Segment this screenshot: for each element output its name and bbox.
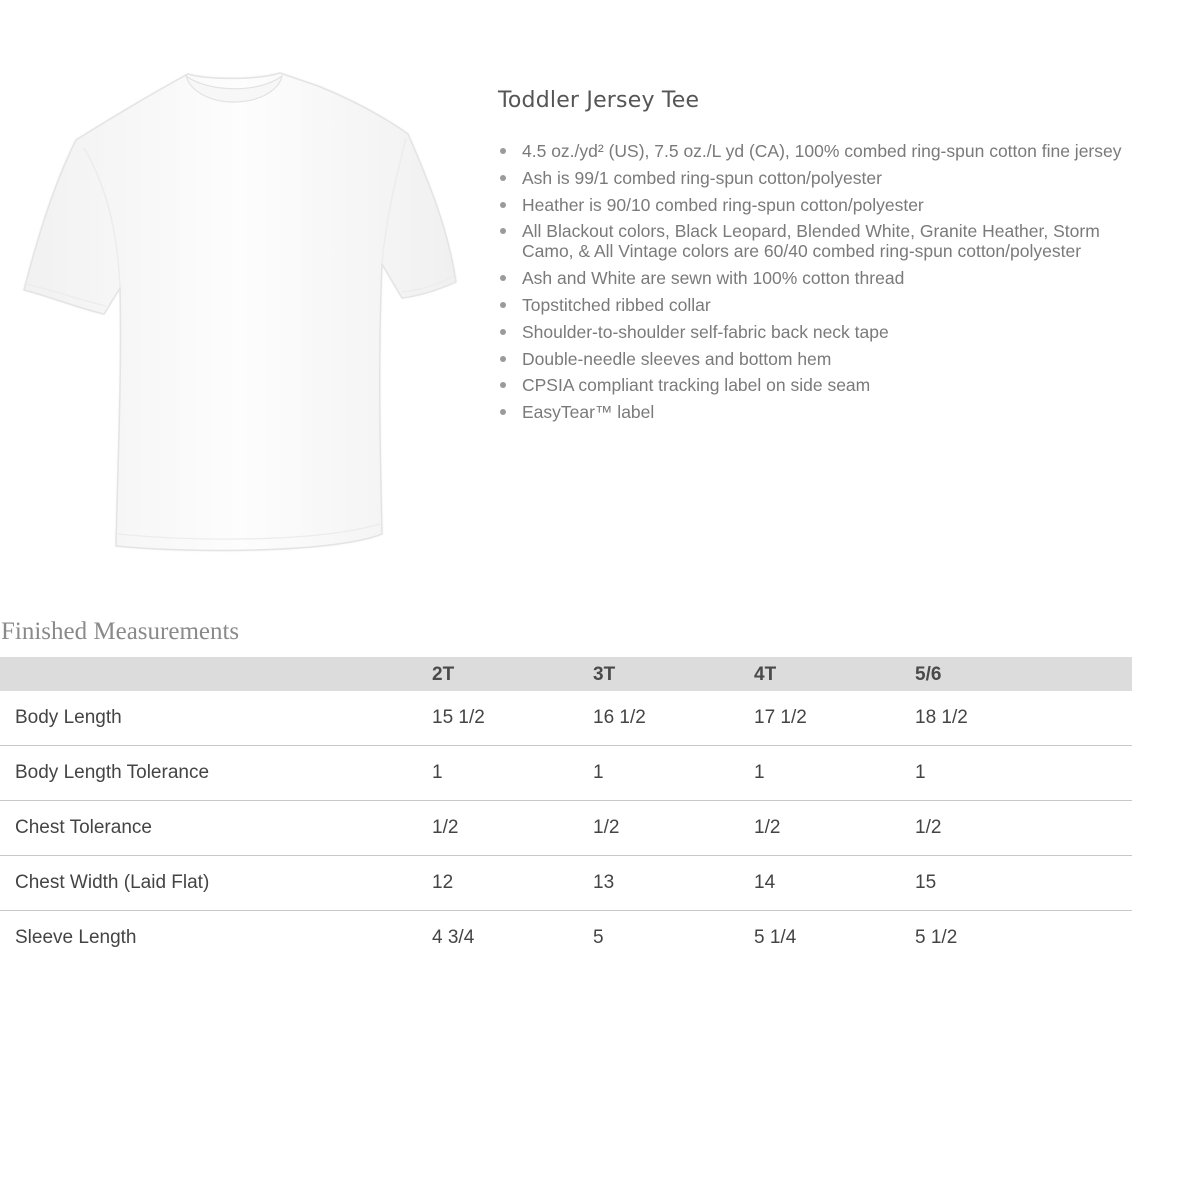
table-cell: 5 (593, 927, 604, 948)
feature-item (498, 295, 1148, 315)
table-cell: 12 (417, 856, 578, 911)
table-cell: 14 (739, 856, 900, 911)
table-cell: 1/2 (578, 801, 739, 856)
table-cell: 5 1/2 (915, 927, 958, 948)
row-label: Chest Width (Laid Flat) (0, 856, 417, 911)
table-cell: 1/2 (739, 801, 900, 856)
bullet-icon (500, 148, 506, 154)
bullet-icon (500, 275, 506, 281)
feature-text: EasyTear™ label (522, 402, 655, 423)
feature-text: Shoulder-to-shoulder self-fabric back neck tape (522, 321, 889, 342)
product-image (18, 68, 468, 558)
table-cell: 18 1/2 (900, 691, 1132, 746)
feature-item (498, 349, 1148, 369)
row-label: Body Length (0, 691, 417, 746)
table-cell: 16 1/2 (578, 691, 739, 746)
tshirt-icon (18, 68, 468, 558)
table-row (0, 856, 1132, 911)
feature-item (498, 268, 1148, 288)
bullet-icon (500, 302, 506, 308)
bullet-icon (500, 175, 506, 181)
table-cell: 4 3/4 (432, 927, 475, 948)
feature-text: 4.5 oz./yd² (US), 7.5 oz./L yd (CA), 100% combed ring-spun cotton fine jersey (522, 141, 1122, 161)
table-cell: 15 1/2 (417, 691, 578, 746)
feature-text: Ash is 99/1 combed ring-spun cotton/polyester (522, 167, 882, 188)
size-header: 4T (754, 664, 777, 685)
table-cell: 17 1/2 (739, 691, 900, 746)
header-blank (0, 657, 417, 691)
table-cell: 1 (417, 746, 578, 801)
size-header: 3T (593, 664, 616, 685)
feature-item (498, 141, 1148, 161)
bullet-icon (500, 356, 506, 362)
row-label: Sleeve Length (15, 927, 137, 948)
table-cell: 5 1/4 (754, 927, 797, 948)
feature-text: All Blackout colors, Black Leopard, Blended White, Granite Heather, Storm Camo, & All Vintage colors are 60/40 combed ring-spun cotton/polyester (522, 221, 1100, 262)
feature-item (498, 168, 1148, 188)
table-cell: 1 (578, 746, 739, 801)
feature-text: Ash and White are sewn with 100% cotton thread (522, 268, 905, 289)
bullet-icon (500, 329, 506, 335)
bullet-icon (500, 202, 506, 208)
feature-item (498, 195, 1148, 215)
feature-item (498, 402, 1148, 422)
feature-item (498, 322, 1148, 342)
product-title: Toddler Jersey Tee (498, 88, 700, 113)
size-header: 2T (432, 664, 455, 685)
bullet-icon (500, 382, 506, 388)
feature-item (498, 221, 1148, 261)
feature-text: CPSIA compliant tracking label on side seam (522, 375, 871, 396)
bullet-icon (500, 409, 506, 415)
table-cell: 1 (739, 746, 900, 801)
row-label: Body Length Tolerance (0, 746, 417, 801)
row-label: Chest Tolerance (0, 801, 417, 856)
bullet-icon (500, 228, 506, 234)
table-cell: 1/2 (417, 801, 578, 856)
table-cell: 13 (578, 856, 739, 911)
table-header-row (0, 657, 1132, 691)
table-cell: 15 (900, 856, 1132, 911)
table-cell: 1/2 (900, 801, 1132, 856)
measurements-table (0, 657, 1132, 965)
table-row (0, 746, 1132, 801)
feature-list (498, 141, 1148, 429)
feature-item (498, 375, 1148, 395)
table-row (0, 801, 1132, 856)
size-header: 5/6 (915, 664, 942, 685)
table-cell: 1 (900, 746, 1132, 801)
section-title: Finished Measurements (1, 618, 240, 645)
table-row (0, 691, 1132, 746)
feature-text: Heather is 90/10 combed ring-spun cotton/polyester (522, 194, 924, 215)
feature-text: Topstitched ribbed collar (522, 294, 711, 315)
table-row (0, 911, 1132, 966)
feature-text: Double-needle sleeves and bottom hem (522, 348, 832, 369)
